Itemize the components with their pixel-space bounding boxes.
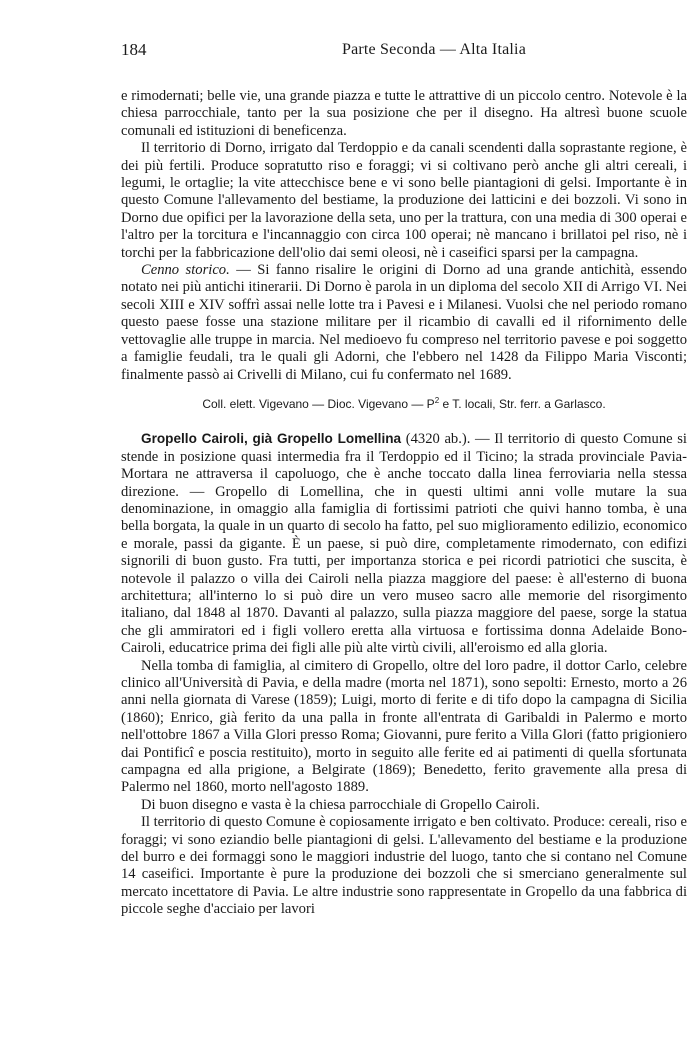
note-text: Coll. elett. Vigevano — Dioc. Vigevano — P: [202, 396, 435, 411]
entry-heading-gropello: Gropello Cairoli, già Gropello Lomellina: [141, 431, 402, 447]
note-superscript: 2: [434, 395, 440, 405]
running-title: Parte Seconda — Alta Italia: [341, 41, 526, 58]
section-lead-cenno-storico: Cenno storico.: [141, 262, 230, 279]
paragraph-text: — Si fanno risalire le origini di Dorno ad una grande antichità, essendo notato nei più antichi itinerarii. Di Dorno è parola in un diploma del secolo XII di Arrigo VI. Nei secoli XIII e XIV soffrì assai nelle lotte tra i Pavesi e i Milanesi. Vuolsi che nel periodo romano questo paese fosse una stazione militare per il ricambio di cavalli ed il rifornimento delle vettovaglie alle truppe in marcia. Nel medioevo fu compreso nel territorio pavese e poi soggetto a famiglie feudali, tra le quali gli Adorni, che l'ebbero nel 1428 da Filippo Maria Visconti; finalmente passò ai Crivelli di Milano, cui fu confermato nel 1689.: [121, 262, 687, 383]
paragraph-dorno-continued: e rimodernati; belle vie, una grande piazza e tutte le attrattive di un piccolo centro. Notevole è la chiesa parrocchiale, tanto per la sua posizione che per il disegno. Ha altresì buone scuole comunali ed istituzioni di beneficenza.: [121, 88, 687, 139]
page-body: [121, 88, 687, 919]
note-text: e T. locali, Str. ferr. a Garlasco.: [439, 396, 606, 411]
paragraph-gropello-territory: Il territorio di questo Comune è copiosamente irrigato e ben coltivato. Produce: cereali, riso e foraggi; vi sono eziandio belle piantagioni di gelsi. L'allevamento del bestiame e la produzione del burro e dei formaggi sono le maggiori industrie del luogo, tanto che si contano nel Comune 14 caseifici. Importante è pure la produzione dei bozzoli che si smerciano generalmente sul mercato incettatore di Pavia. Le altre industrie sono rappresentate in Gropello da una fabbrica di piccole seghe d'acciaio per lavori: [121, 814, 687, 918]
paragraph-church: Di buon disegno e vasta è la chiesa parrocchiale di Gropello Cairoli.: [141, 796, 540, 813]
paragraph-gropello-entry: [121, 430, 687, 657]
page-header: [121, 40, 687, 62]
paragraph-cairoli-tomb: Nella tomba di famiglia, al cimitero di Gropello, oltre del loro padre, il dottor Carlo, celebre clinico all'Università di Pavia, e della madre (morta nel 1871), sono sepolti: Ernesto, morto a 26 anni nella giornata di Varese (1859); Luigi, morto di ferite e di tifo dopo la campagna di Sicilia (1860); Enrico, già ferito da una palla in fronte all'entrata di Garibaldi in Palermo e morto nell'ottobre 1867 a Villa Glori presso Roma; Giovanni, pure ferito a Villa Glori (fatto prigioniero dai Pontificî e poscia restituito), morto in seguito alle ferite ed ai patimenti di quella sfortunata campagna ed alla prigione, a Belgirate (1869); Benedetto, ferito gravemente alla presa di Palermo nel 1860, morto nell'agosto 1889.: [121, 657, 687, 796]
paragraph-dorno-territory: Il territorio di Dorno, irrigato dal Terdoppio e da canali scendenti dalla soprastante regione, è dei più fertili. Produce sopratutto riso e foraggi; vi si coltivano però anche gli altri cereali, i legumi, le ortaglie; la vite attecchisce bene e vi sono belle piantagioni di gelsi. Importante è in questo Comune l'allevamento del bestiame, la produzione dei latticini e dei bozzoli. Vi sono in Dorno due opifici per la lavorazione della seta, uno per la trattura, con una media di 300 operai e l'altro per la torcitura e l'incannaggio con circa 100 operai; nè mancano i brillatoi pel riso, nè i torchi per la fabbricazione dell'olio dai semi oleosi, nè i caseifici sparsi per la campagna.: [121, 140, 687, 261]
paragraph-text: (4320 ab.). — Il territorio di questo Comune si stende in posizione quasi intermedia fra il Terdoppio ed il Ticino; la strada provinciale Pavia-Mortara ne attraversa il capoluogo, che è anche toccato dalla linea ferroviaria nella stessa direzione. — Gropello di Lomellina, che in questi ultimi anni volle mutare la sua denominazione, in omaggio alla famiglia di fortissimi patrioti che quivi hanno tomba, è una bella borgata, la quale in un quarto di secolo ha fatto, pel suo miglioramento edilizio, economico e morale, passi da gigante. È un paese, si può dire, completamente rimodernato, con edifizi signorili di buon gusto. Fra tutti, per importanza storica e pei ricordi patriotici che suscita, è notevole il palazzo o villa dei Cairoli nella piazza maggiore del paese: è all'esterno di buona architettura; all'interno lo si può dire un vero museo sacro alle memorie del risorgimento italiano, dal 1848 al 1870. Davanti al palazzo, sulla piazza maggiore del paese, sorge la statua che gli ammiratori ed i figli vollero eretta alla virtuosa e fortissima donna Adelaide Bono-Cairoli, educatrice prima dei figli alle più alte virtù civili, all'eroismo ed alla gloria.: [121, 431, 687, 657]
page-number: 184: [121, 40, 147, 59]
administrative-note: [121, 392, 687, 413]
paragraph-dorno-history: [121, 262, 687, 384]
